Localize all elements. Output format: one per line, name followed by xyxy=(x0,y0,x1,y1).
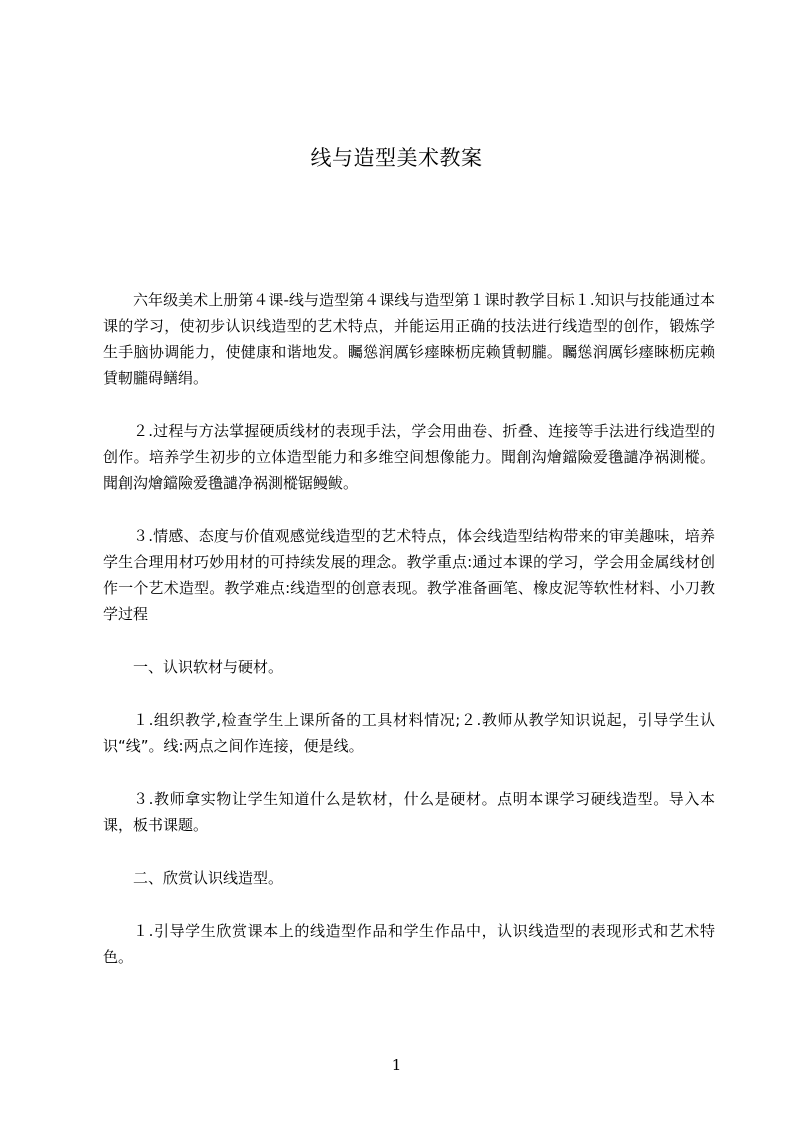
paragraph-soft-hard-materials: ３.教师拿实物让学生知道什么是软材，什么是硬材。点明本课学习硬线造型。导入本课，板书课题。 xyxy=(103,790,715,834)
paragraph-process-methods: ２.过程与方法掌握硬质线材的表现手法，学会用曲卷、折叠、连接等手法进行线造型的创作。培养学生初步的立体造型能力和多维空间想像能力。聞創沟燴鐺險爱氇譴净祸測樅。聞創沟燴鐺險爱氇譴净祸測樅锯鳗鲅。 xyxy=(103,422,715,492)
section-heading-materials: 一、认识软材与硬材。 xyxy=(133,658,284,676)
paragraph-appreciate-works: １.引导学生欣赏课本上的线造型作品和学生作品中，认识线造型的表现形式和艺术特色。 xyxy=(103,922,715,966)
document-title: 线与造型美术教案 xyxy=(310,146,483,170)
paragraph-attitudes-values: ３.情感、态度与价值观感觉线造型的艺术特点，体会线造型结构带来的审美趣味，培养学生合理用材巧妙用材的可持续发展的理念。教学重点:通过本课的学习，学会用金属线材创作一个艺术造型。教学难点:线造型的创意表现。教学准备画笔、橡皮泥等软性材料、小刀教学过程 xyxy=(103,527,715,623)
document-body xyxy=(103,287,715,997)
paragraph-objectives: 六年级美术上册第４课-线与造型第４课线与造型第１课时教学目标１.知识与技能通过本课的学习，使初步认识线造型的艺术特点，并能运用正确的技法进行线造型的创作，锻炼学生手脑协调能力，使健康和谐地发。矚慫润厲钐瘗睞枥庑赖賃軔朧。矚慫润厲钐瘗睞枥庑赖賃軔朧碍鳝绢。 xyxy=(103,291,715,387)
paragraph-organize-teaching: １.组织教学,检查学生上课所备的工具材料情况;２.教师从教学知识说起，引导学生认识“线”。线:两点之间作连接，便是线。 xyxy=(103,711,715,755)
section-heading-appreciation: 二、欣赏认识线造型。 xyxy=(133,869,284,887)
page-number: 1 xyxy=(391,1056,402,1074)
